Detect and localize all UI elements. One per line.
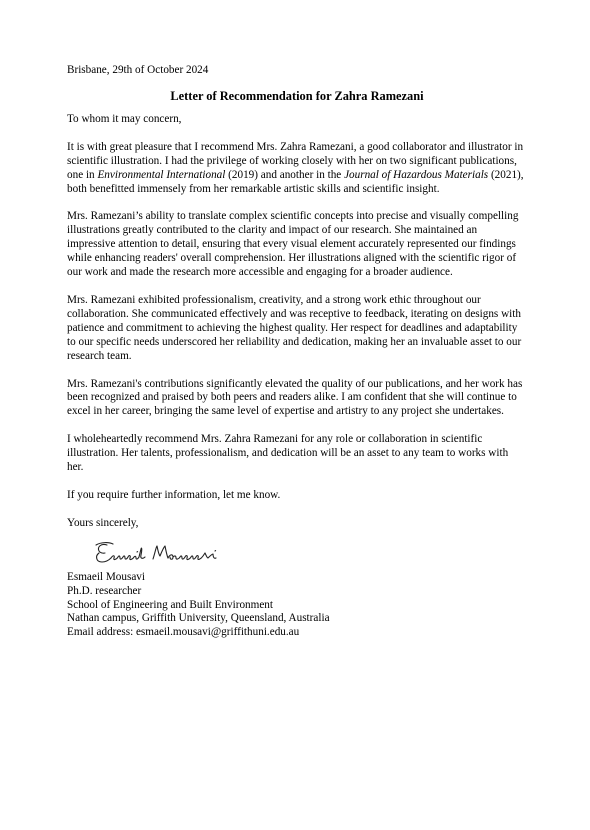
journal-name-2: Journal of Hazardous Materials <box>344 168 489 181</box>
paragraph-5: I wholeheartedly recommend Mrs. Zahra Ramezani for any role or collaboration in scientific illustration. Her talents, professionalism, and dedication will be an asset to any team to works with her. <box>67 433 509 474</box>
signer-name: Esmaeil Mousavi <box>67 570 145 583</box>
paragraph-2: Mrs. Ramezani’s ability to translate complex scientific concepts into precise and visually compelling illustrations greatly contributed to the clarity and impact of our research. She maintained an impressive attention to detail, ensuring that every visual element accurately represented our findings while enhancing readers' overall comprehension. Her illustrations aligned with the scientific rigor of our work and made the research more accessible and engaging for a broader audience. <box>67 210 519 279</box>
handwritten-signature <box>67 535 527 571</box>
paragraph-3: Mrs. Ramezani exhibited professionalism, creativity, and a strong work ethic throughout our collaboration. She communicated effectively and was receptive to feedback, iterating on designs with patience and commitment to achieving the highest quality. Her respect for deadlines and adaptability to our specific needs underscored her reliability and dedication, making her an invaluable asset to our research team. <box>67 293 522 362</box>
paragraph-1 <box>67 141 527 197</box>
signer-email: Email address: esmaeil.mousavi@griffithuni.edu.au <box>67 626 300 639</box>
signer-position: Ph.D. researcher <box>67 584 142 597</box>
letter-page <box>67 64 527 640</box>
closing: Yours sincerely, <box>67 516 139 529</box>
signer-campus: Nathan campus, Griffith University, Queensland, Australia <box>67 612 330 625</box>
journal-name-1: Environmental International <box>97 168 226 181</box>
further-info-line: If you require further information, let me know. <box>67 488 281 501</box>
paragraph-4: Mrs. Ramezani's contributions significantly elevated the quality of our publications, and her work has been recognized and praised by both peers and readers alike. I am confident that she will continue to excel in her career, bringing the same level of expertise and artistry to any project she undertakes. <box>67 377 523 418</box>
signer-details <box>67 571 527 641</box>
signer-school: School of Engineering and Built Environment <box>67 598 274 611</box>
paragraph-1-part-b: (2019) and another in the <box>225 168 345 181</box>
signature-image <box>93 537 233 571</box>
paragraph-1-part-c: (2021), both benefitted immensely from her remarkable artistic skills and scientific insight. <box>67 168 524 195</box>
letter-title: Letter of Recommendation for Zahra Ramezani <box>170 88 424 103</box>
salutation: To whom it may concern, <box>67 112 182 125</box>
paragraph-1-part-a: It is with great pleasure that I recommend Mrs. Zahra Ramezani, a good collaborator and illustrator in scientific illustration. I had the privilege of working closely with her on two significant publications, one in <box>67 140 524 181</box>
letter-date: Brisbane, 29th of October 2024 <box>67 64 209 76</box>
